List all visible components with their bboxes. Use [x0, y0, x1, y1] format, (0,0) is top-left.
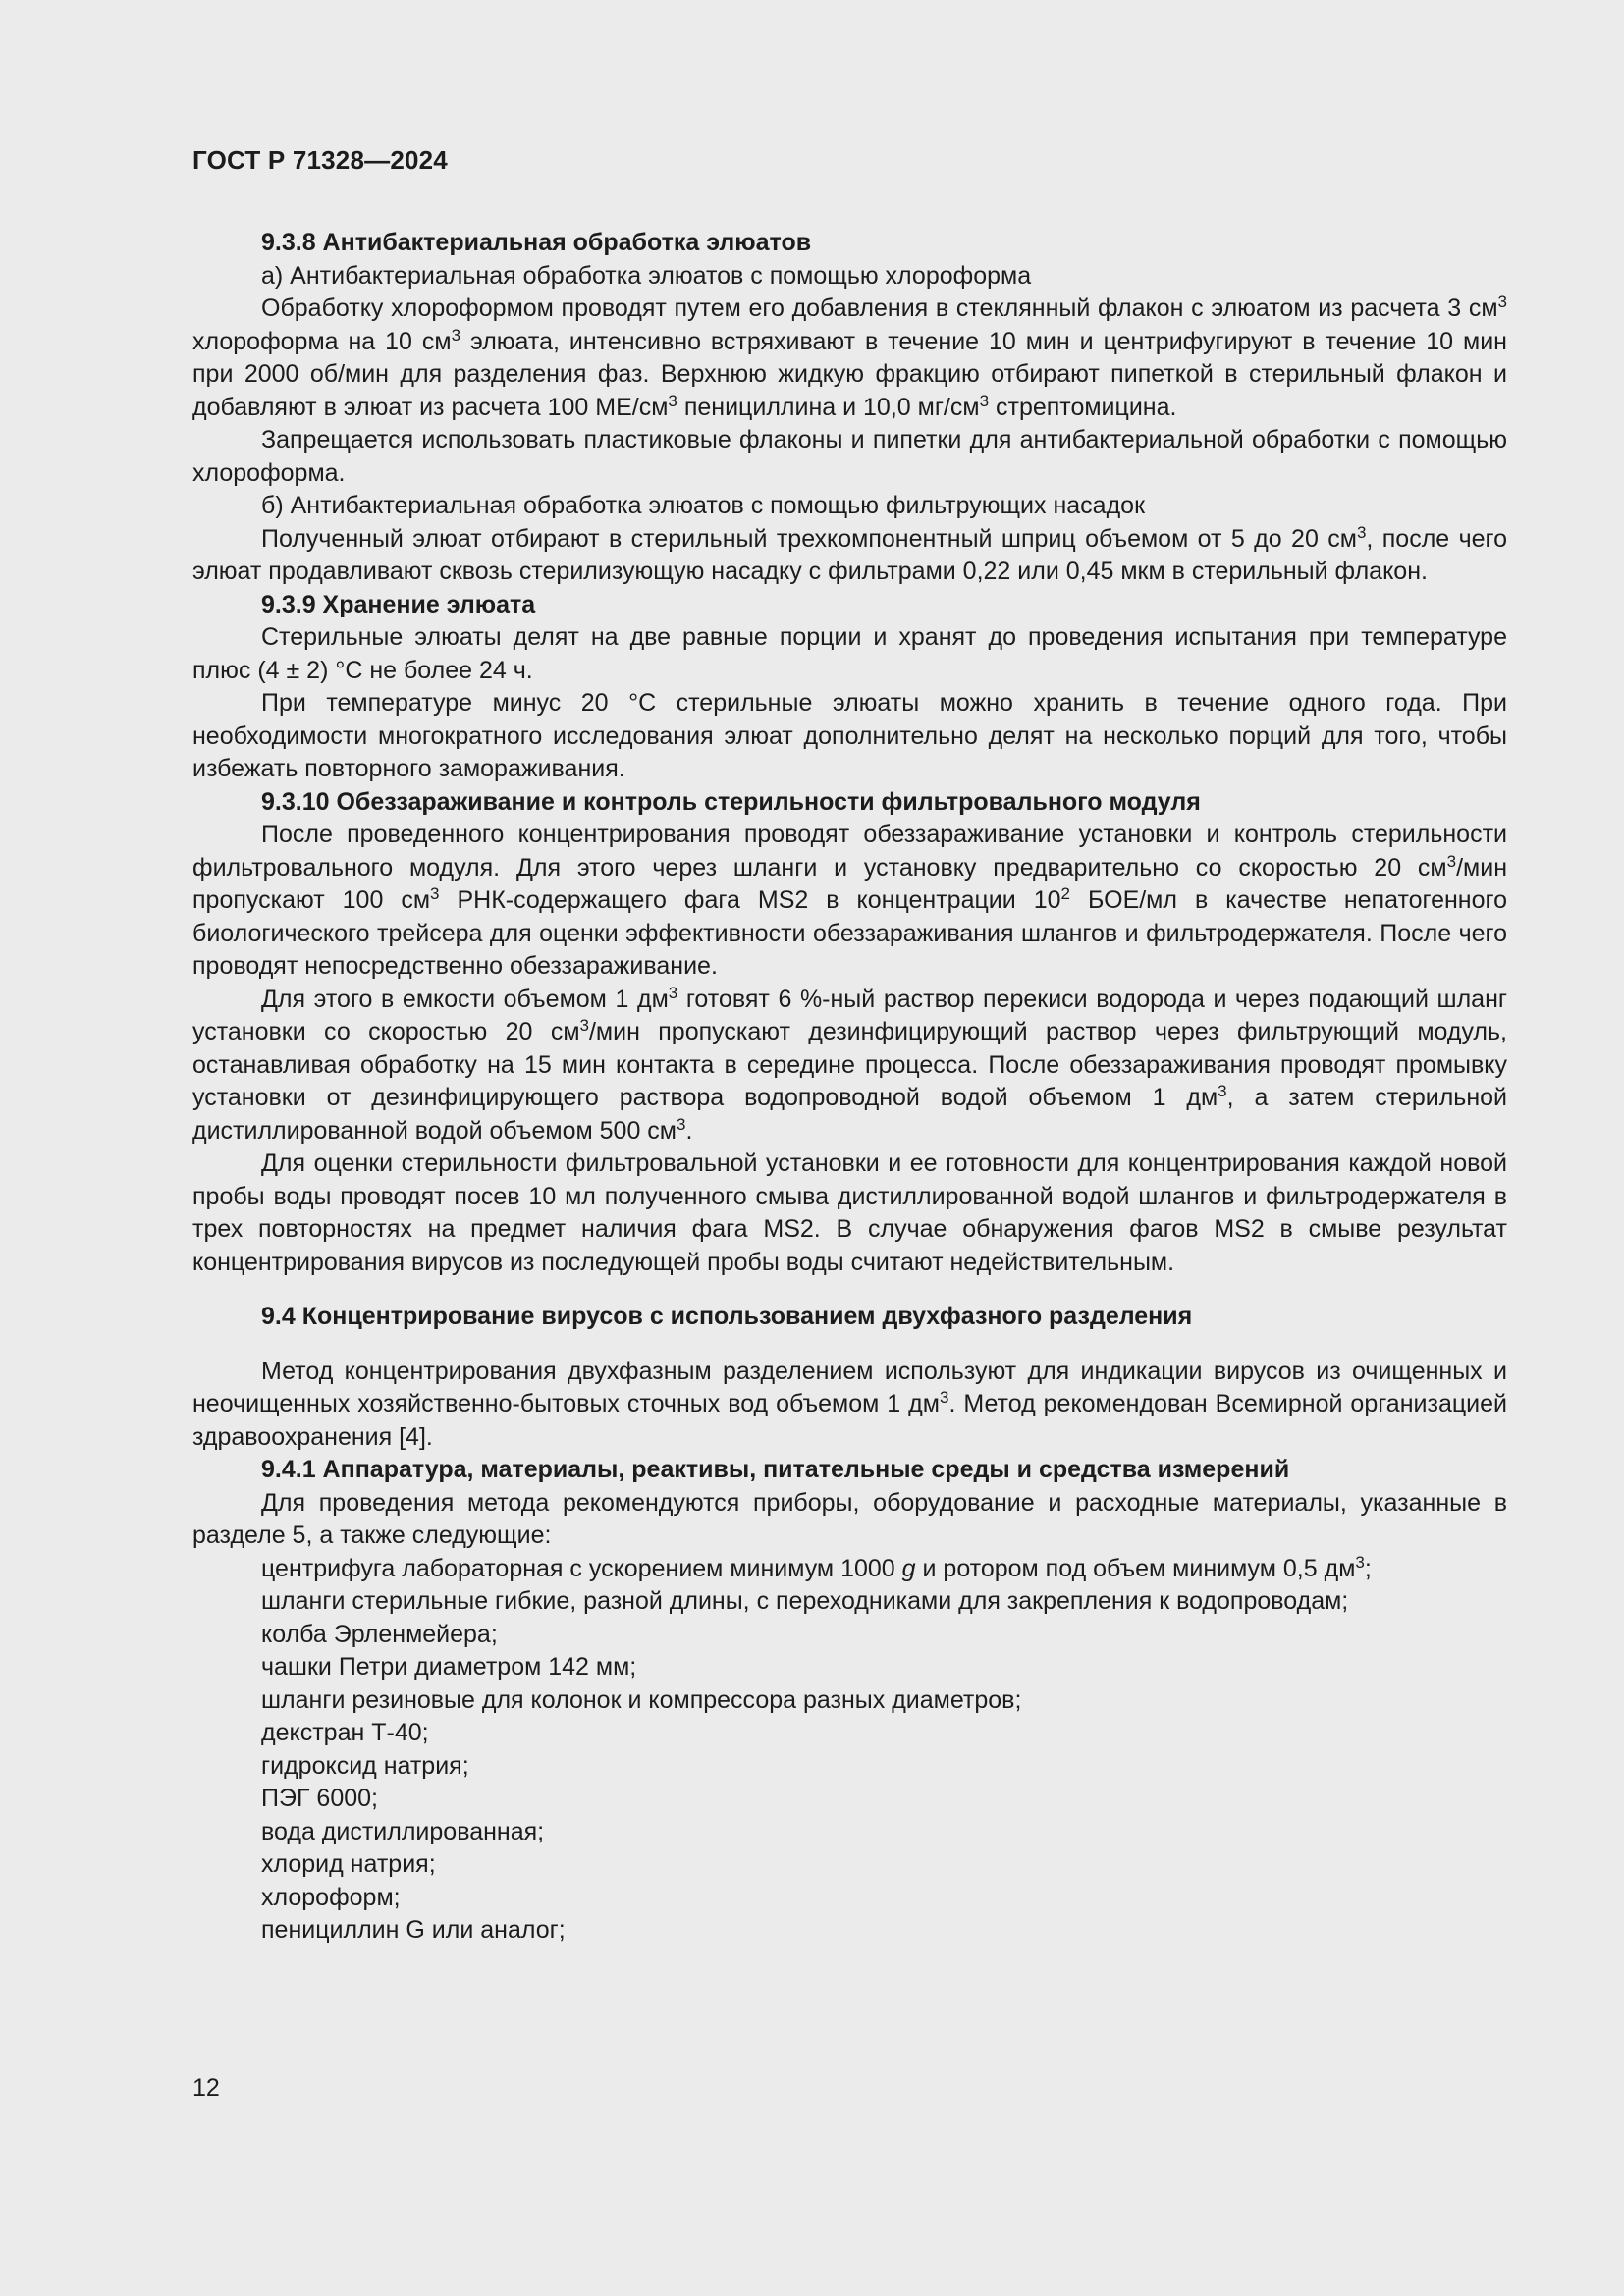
- paragraph: Обработку хлороформом проводят путем его добавления в стеклянный флакон с элюатом из расчета 3 $см^3$ хлороформа на 10 $см^3$ элюата, интенсивно встряхивают в течение 10 мин и центрифугируют в течение 10 мин при 2000 об/мин для разделения фаз. Верхнюю жидкую фракцию отбирают пипеткой в стерильный флакон и добавляют в элюат из расчета 100 $МЕ/см^3$ пенициллина и 10,0 $мг/см^3$ стрептомицина.: [192, 293, 1507, 421]
- list-item: чашки Петри диаметром 142 мм;: [261, 1653, 637, 1681]
- paragraph: При температуре минус 20 °С стерильные элюаты можно хранить в течение одного года. При необходимости многократного исследования элюат дополнительно делят на несколько порций для того, чтобы избежать повторного замораживания.: [192, 689, 1507, 782]
- document-header: ГОСТ Р 71328—2024: [192, 145, 448, 175]
- section-heading-9-4-1: 9.4.1 Аппаратура, материалы, реактивы, питательные среды и средства измерений: [261, 1456, 1290, 1483]
- paragraph: Полученный элюат отбирают в стерильный трехкомпонентный шприц объемом от 5 до 20 $см^3$, после чего элюат продавливают сквозь стерилизующую насадку с фильтрами 0,22 или 0,45 мкм в стерильный флакон.: [192, 522, 1507, 585]
- paragraph: Для этого в емкости объемом 1 $дм^3$ готовят 6 %-ный раствор перекиси водорода и через подающий шланг установки со скоростью 20 $см^3$/мин пропускают дезинфицирующий раствор через фильтрующий модуль, останавливая обработку на 15 мин контакта в середине процесса. После обеззараживания проводят промывку установки от дезинфицирующего раствора водопроводной водой объемом 1 $дм^3$, а затем стерильной дистиллированной водой объемом 500 $см^3$.: [192, 983, 1508, 1145]
- section-heading-9-4: 9.4 Концентрирование вирусов с использованием двухфазного разделения: [261, 1303, 1193, 1330]
- list-item: декстран Т-40;: [261, 1719, 429, 1746]
- paragraph: Метод концентрирования двухфазным разделением используют для индикации вирусов из очищенных и неочищенных хозяйственно-бытовых сточных вод объемом 1 $дм^3$. Метод рекомендован Всемирной организацией здравоохранения [4].: [192, 1357, 1507, 1451]
- section-heading-9-3-8: 9.3.8 Антибактериальная обработка элюатов: [261, 229, 812, 256]
- list-item: шланги резиновые для колонок и компрессора разных диаметров;: [261, 1685, 1022, 1714]
- paragraph: Стерильные элюаты делят на две равные порции и хранят до проведения испытания при температуре плюс (4 ± 2) °С не более 24 ч.: [192, 623, 1507, 684]
- list-item: гидроксид натрия;: [261, 1751, 469, 1780]
- document-body: [192, 227, 1507, 1948]
- list-item: шланги стерильные гибкие, разной длины, с переходниками для закрепления к водопроводам;: [261, 1587, 1349, 1615]
- list-item: ПЭГ 6000;: [261, 1785, 378, 1812]
- page-number: 12: [192, 2074, 220, 2102]
- subsection-a: а) Антибактериальная обработка элюатов с помощью хлороформа: [261, 261, 1032, 290]
- section-heading-9-3-10: 9.3.10 Обеззараживание и контроль стерильности фильтровального модуля: [261, 787, 1201, 816]
- list-item: пенициллин G или аналог;: [261, 1916, 566, 1944]
- paragraph: Для оценки стерильности фильтровальной установки и ее готовности для концентрирования каждой новой пробы воды проводят посев 10 мл полученного смыва дистиллированной водой шлангов и фильтродержателя в трех повторностях на предмет наличия фага MS2. В случае обнаружения фагов MS2 в смыве результат концентрирования вирусов из последующей пробы воды считают недействительным.: [192, 1149, 1507, 1276]
- subsection-b: б) Антибактериальная обработка элюатов с помощью фильтрующих насадок: [261, 492, 1145, 519]
- list-item: хлороформ;: [261, 1883, 401, 1911]
- paragraph: Запрещается использовать пластиковые флаконы и пипетки для антибактериальной обработки с помощью хлороформа.: [192, 426, 1507, 487]
- paragraph: Для проведения метода рекомендуются приборы, оборудование и расходные материалы, указанные в разделе 5, а также следующие:: [192, 1488, 1507, 1549]
- list-item: центрифуга лабораторная с ускорением минимум 1000 g и ротором под объем минимум 0,5 $дм^3$;: [261, 1552, 1372, 1582]
- list-item: хлорид натрия;: [261, 1850, 436, 1878]
- section-heading-9-3-9: 9.3.9 Хранение элюата: [261, 590, 536, 618]
- list-item: вода дистиллированная;: [261, 1817, 545, 1845]
- paragraph: После проведенного концентрирования проводят обеззараживание установки и контроль стерильности фильтровального модуля. Для этого через шланги и установку предварительно со скоростью 20 $см^3$/мин пропускают 100 $см^3$ РНК-содержащего фага MS2 в концентрации $10^2$ БОЕ/мл в качестве непатогенного биологического трейсера для оценки эффективности обеззараживания шлангов и фильтродержателя. После чего проводят непосредственно обеззараживание.: [192, 821, 1507, 980]
- list-item: колба Эрленмейера;: [261, 1620, 498, 1648]
